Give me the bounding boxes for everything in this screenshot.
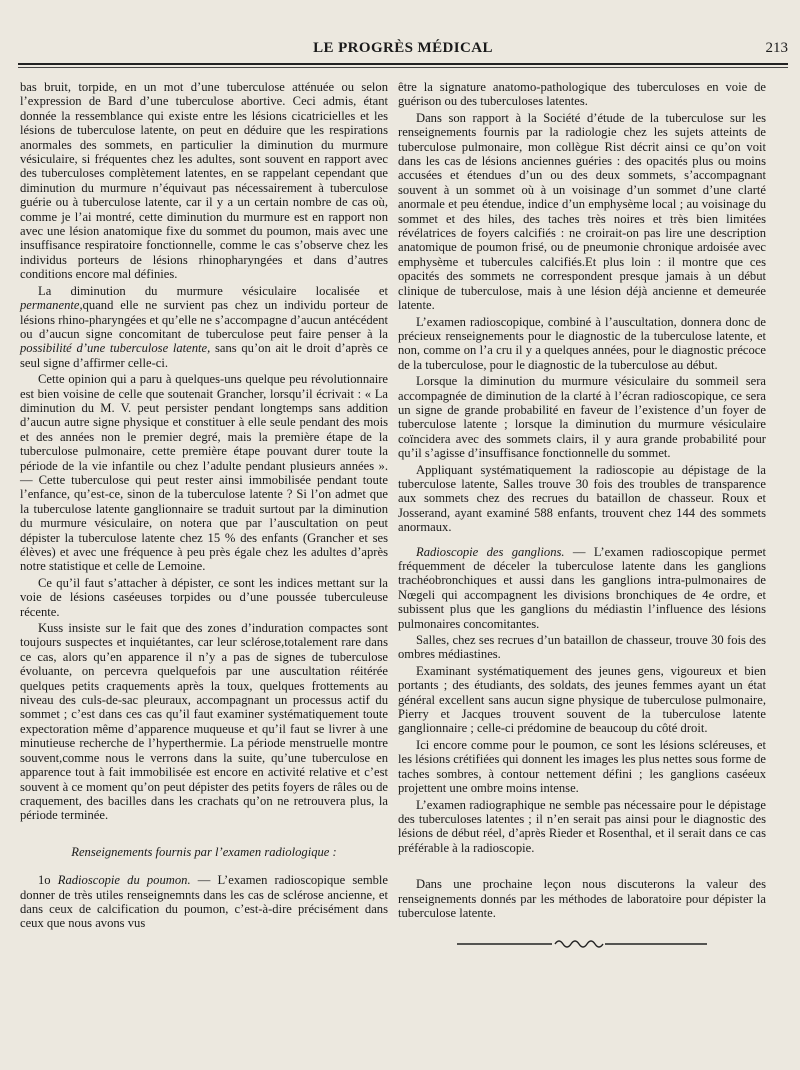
- ornament-rule-icon: [457, 938, 707, 950]
- paragraph: Dans une prochaine leçon nous discuterons la valeur des renseignements donnés par les méthodes de laboratoire pour dépister la tuberculose latente.: [398, 877, 766, 920]
- paragraph: bas bruit, torpide, en un mot d’une tuberculose atténuée ou selon l’expression de Bard d’une tuberculose abortive. Ceci admis, étant donnée la ressemblance qui existe entre les lésions cicatricielles et les lésions de tuberculose latente, on peut en déduire que les respirations anormales des sommets, en particulier la diminution du murmure vésiculaire, si fréquentes chez les adultes, sont souvent en rapport avec des tuberculoses complètement latentes, en se rappelant cependant que diminution du murmure n’équivaut pas nécessairement à tuberculose guérie ou à tuberculose latente, car il y a un certain nombre de cas où, comme je l’ai montré, cette diminution du murmure est en rapport non avec une lésion anatomique fixe du sommet du poumon, mais avec une insuffisance respiratoire fonctionnelle, comme le cas s’observe chez les individus porteurs de lésions rhinopharyngées et dans d’autres conditions encore mal définies.: [20, 80, 388, 282]
- text-run: — L’examen radioscopique permet fréquemment de déceler la tuberculose latente dans les ganglions trachéobronchiques et aussi dans les ganglions intra-pulmonaires de Nœgeli qui accompagnent les divisions bronchiques de 4e ordre, et subissent plus que les ganglions du médiastin l’influence des lésions pulmonaires concomitantes.: [398, 544, 767, 631]
- header-rule-thin: [18, 67, 788, 68]
- paragraph: Dans son rapport à la Société d’étude de la tuberculose sur les renseignements fournis par la radiologie chez les sujets atteints de tuberculose pulmonaire, mon collègue Rist décrit ainsi ce qu’on voit dans les cas de lésions anciennes guéries : des opacités plus ou moins accusées et étendues d’un ou des deux sommets, s’accompagnant souvent à un sommet où à un voisinage d’un sommet d’une clarté anormale et peu étendue, indice d’un emphysème local ; au voisinage du sommet et des hiles, des taches très noires et très bien limitées révélatrices de foyers calcifiés : ne croirait-on pas lire une description anatomique de poumon frisé, ou de pneumonie chronique ardoisée avec emphysème et tubercules calcifiés.Et plus loin : il montre que ces opacités des sommets ne correspondent presque jamais à un début clinique de tuberculose, mais à une lésion déjà ancienne et demeurée latente.: [398, 110, 766, 313]
- text-run: — L’examen radioscopique semble donner de très utiles renseignemnts dans les cas de sclérose ancienne, et dans ceux de calcification du poumon, c’est-à-dire précisément dans ceux que nous avons vus: [20, 873, 388, 931]
- paragraph: Ce qu’il faut s’attacher à dépister, ce sont les indices mettant sur la voie de lésions caséeuses torpides ou d’une poussée tuberculeuse récente.: [20, 575, 388, 619]
- journal-title: LE PROGRÈS MÉDICAL: [313, 40, 493, 56]
- paragraph: Appliquant systématiquement la radioscopie au dépistage de la tuberculose latente, Salles trouve 30 fois des troubles de transparence aux sommets chez des recrues du bataillon de chasseur. Roux et Josserand, ayant examiné 588 enfants, trouvent chez 144 des sommets anormaux.: [398, 462, 766, 535]
- italic-run: possibilité d’une tuberculose latente,: [20, 341, 211, 356]
- page-header: [18, 40, 788, 64]
- text-run: La diminution du murmure vésiculaire localisée et: [38, 283, 388, 298]
- paragraph: L’examen radiographique ne semble pas nécessaire pour le dépistage des tuberculoses latentes ; il n’en serait pas ainsi pour le diagnostic des lésions de début réel, d’après Rieder et Rosenthal, et il serait dans ce cas préférable à la radioscopie.: [398, 797, 766, 855]
- paragraph: Ici encore comme pour le poumon, ce sont les lésions scléreuses, et les lésions crétifiées qui donnent les images les plus nettes sous forme de taches sombres, à contour nettement défini ; les ganglions caséeux projettent une ombre moins intense.: [398, 737, 766, 796]
- page-number: 213: [765, 40, 788, 56]
- paragraph: Kuss insiste sur le fait que des zones d’induration compactes sont toujours suspectes et inquiétantes, car leur sclérose,totalement rare dans ce cas, alors qu’en apparence il n’y a pas de signes de tuberculose évoluante, on percevra quelquefois par une auscultation réitérée quelques petits craquements après la toux, quelques frottements au niveau des culs-de-sac pleuraux, accompagnant un processus actif du sommet ; c’est dans ces cas qu’il faut examiner systématiquement toute expectoration même d’apparence muqueuse et qu’il faut se livrer à une minutieuse recherche de l’hyperthermie. La période menstruelle montre souvent,comme nous le verrons dans la suite, qu’une tuberculose en apparence tout à fait immobilisée est encore en activité relative et c’est souvent à ce moment qu’on peut dépister des petits foyers de râles ou de craquement, des bacilles dans les crachats qu’on ne retrouvera plus, la période terminée.: [20, 621, 388, 823]
- paragraph: L’examen radioscopique, combiné à l’auscultation, donnera donc de précieux renseignements pour le diagnostic de la tuberculose latente, et non, comme on l’a cru il y a quelques années, pour le diagnostic précoce de la tuberculose, pour le diagnostic de la tuberculose au début.: [398, 314, 766, 372]
- paragraph: être la signature anatomo-pathologique des tuberculoses en voie de guérison ou des tuberculoses latentes.: [398, 80, 766, 109]
- paragraph: [398, 545, 766, 631]
- text-run: sans qu’on ait le droit d’après ce seul signe d’affirmer celle-ci.: [20, 341, 388, 370]
- paragraph: [20, 873, 388, 931]
- paragraph: Lorsque la diminution du murmure vésiculaire du sommeil sera accompagnée de diminution de la clarté à l’écran radioscopique, ce sera un signe de grande probabilité en faveur de l’existence d’un foyer de tuberculose latente ; lorsque la diminution du murmure vésiculaire coïncidera avec des sommets clairs, il y aura grande probabilité pour qu’il s’agisse d’insuffisance fonctionnelle du sommet.: [398, 374, 766, 461]
- paragraph: [20, 284, 388, 370]
- left-column: [20, 80, 388, 933]
- italic-run: permanente,: [20, 298, 83, 313]
- header-rule-thick: [18, 63, 788, 65]
- subsection-title: Radioscopie du poumon.: [57, 873, 191, 888]
- paragraph: Cette opinion qui a paru à quelques-uns quelque peu révolutionnaire est bien voisine de celle que soutenait Grancher, lorsqu’il écrivait : « La diminution du M. V. peut persister pendant longtemps sans addition d’aucun autre signe physique et constituer à elle seule pendant des mois et des années non le premier degré, mais la première étape de la tuberculose pulmonaire, cette première étape pouvant durer toute la période de la vie infantile ou chez l’adulte pendant plusieurs années ». — Cette tuberculose qui peut rester ainsi immobilisée pendant toute l’enfance, qu’est-ce, sinon de la tuberculose latente ? Si l’on admet que la tuberculose latente ganglionnaire se traduit surtout par la diminution du murmure vésiculaire, on notera que par l’auscultation on peut dépister la tuberculose latente chez 15 % des enfants (Grancher et ses élèves) et avec une fréquence à peu près égale chez les adultes d’après notre statistique et celle de Lemoine.: [20, 372, 388, 574]
- paragraph: Examinant systématiquement des jeunes gens, vigoureux et bien portants ; des étudiants, des soldats, des jeunes femmes ayant un état général excellent sans aucun signe physique de tuberculose pulmonaire, Pierry et Jacques trouvent souvent de la tuberculose latente ganglionnaire ; celle-ci prédomine de beaucoup du côté droit.: [398, 663, 766, 736]
- section-heading: Renseignements fournis par l’examen radiologique :: [71, 844, 337, 859]
- text-run: quand elle ne survient pas chez un individu porteur de lésions rhino-pharyngées et qu’elle ne s’accompagne d’aucun antécédent ou d’aucun signe concomitant de tuberculose peut faire penser à la: [20, 298, 388, 341]
- end-ornament: [398, 938, 766, 953]
- subsection-title: Radioscopie des ganglions.: [416, 544, 565, 559]
- list-number: 1o: [38, 873, 58, 888]
- right-column: [398, 80, 766, 954]
- paragraph: Salles, chez ses recrues d’un bataillon de chasseur, trouve 30 fois des ombres médiastines.: [398, 633, 766, 662]
